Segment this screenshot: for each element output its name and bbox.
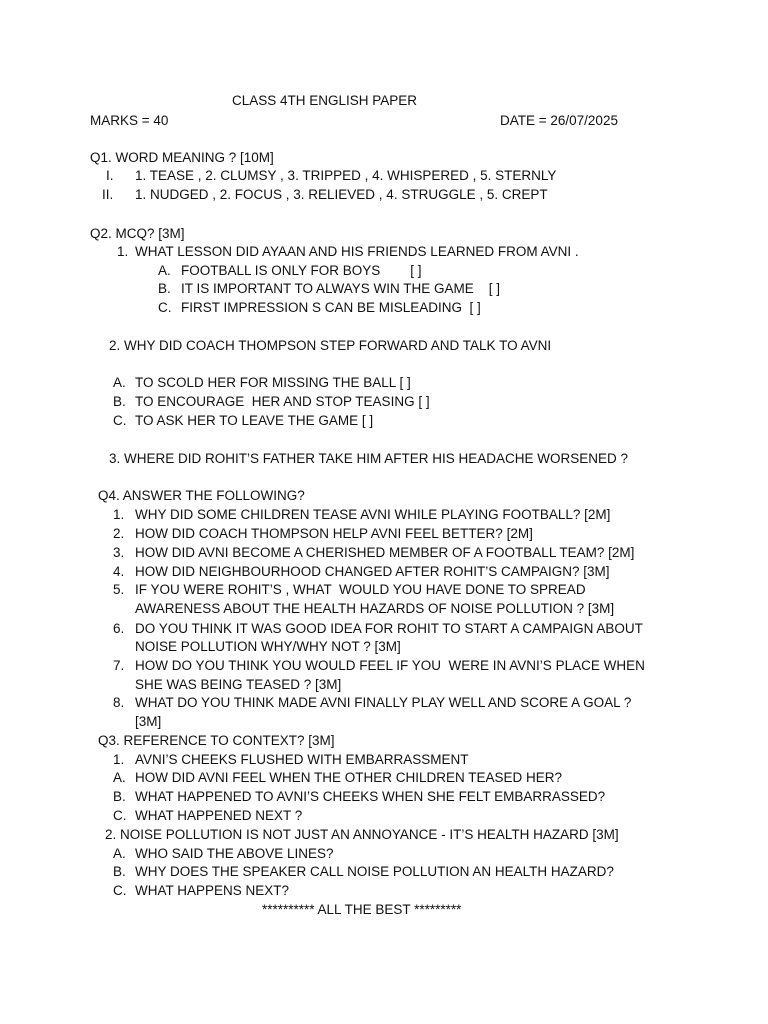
option-text: WHAT HAPPENS NEXT? <box>135 883 290 898</box>
option-text: WHAT HAPPENED TO AVNI’S CHEEKS WHEN SHE FELT EMBARRASSED? <box>135 789 606 804</box>
q4-item-text: IF YOU WERE ROHIT’S , WHAT WOULD YOU HAVE DONE TO SPREAD <box>135 582 586 597</box>
option-letter: B. <box>113 864 126 879</box>
option-text: TO SCOLD HER FOR MISSING THE BALL [ ] <box>135 375 411 390</box>
option-letter: A. <box>113 770 126 785</box>
q3-heading: Q3. REFERENCE TO CONTEXT? [3M] <box>98 733 335 748</box>
q2-question: 3. WHERE DID ROHIT’S FATHER TAKE HIM AFTER HIS HEADACHE WORSENED ? <box>109 451 629 466</box>
option-letter: C. <box>113 413 127 428</box>
q4-item-number: 2. <box>113 526 125 541</box>
q4-item-number: 4. <box>113 564 125 579</box>
option-text: HOW DID AVNI FEEL WHEN THE OTHER CHILDREN TEASED HER? <box>135 770 563 785</box>
option-letter: B. <box>113 789 126 804</box>
q4-heading: Q4. ANSWER THE FOLLOWING? <box>98 488 305 503</box>
q1-row-text: 1. NUDGED , 2. FOCUS , 3. RELIEVED , 4. STRUGGLE , 5. CREPT <box>135 187 548 202</box>
q4-item-number: 5. <box>113 582 125 597</box>
option-letter: B. <box>158 281 171 296</box>
q4-item-text: HOW DID AVNI BECOME A CHERISHED MEMBER OF A FOOTBALL TEAM? [2M] <box>135 545 635 560</box>
paper-title: CLASS 4TH ENGLISH PAPER <box>232 93 418 108</box>
q4-item-text: DO YOU THINK IT WAS GOOD IDEA FOR ROHIT TO START A CAMPAIGN ABOUT <box>135 621 643 636</box>
q4-item-number: 3. <box>113 545 125 560</box>
option-text: TO ENCOURAGE HER AND STOP TEASING [ ] <box>135 394 430 409</box>
option-letter: A. <box>113 846 126 861</box>
option-letter: A. <box>113 375 126 390</box>
q3-item-text: 2. NOISE POLLUTION IS NOT JUST AN ANNOYANCE - IT’S HEALTH HAZARD [3M] <box>105 827 619 842</box>
q4-item-text: HOW DO YOU THINK YOU WOULD FEEL IF YOU WERE IN AVNI’S PLACE WHEN <box>135 658 645 673</box>
q4-item-text: [3M] <box>135 714 162 729</box>
option-text: TO ASK HER TO LEAVE THE GAME [ ] <box>135 413 374 428</box>
q2-question: 2. WHY DID COACH THOMPSON STEP FORWARD AND TALK TO AVNI <box>109 338 552 353</box>
option-text: FIRST IMPRESSION S CAN BE MISLEADING [ ] <box>181 300 481 315</box>
q1-row-number: I. <box>106 168 114 183</box>
option-text: FOOTBALL IS ONLY FOR BOYS [ ] <box>181 263 422 278</box>
q4-item-text: SHE WAS BEING TEASED ? [3M] <box>135 677 342 692</box>
option-letter: B. <box>113 394 126 409</box>
q3-item-number: 1. <box>113 752 125 767</box>
q4-item-text: WHAT DO YOU THINK MADE AVNI FINALLY PLAY WELL AND SCORE A GOAL ? <box>135 695 632 710</box>
q4-item-number: 1. <box>113 507 125 522</box>
q1-row-number: II. <box>102 187 114 202</box>
q4-item-text: HOW DID COACH THOMPSON HELP AVNI FEEL BETTER? [2M] <box>135 526 533 541</box>
q4-item-number: 8. <box>113 695 125 710</box>
q4-item-number: 6. <box>113 621 125 636</box>
option-text: WHY DOES THE SPEAKER CALL NOISE POLLUTION AN HEALTH HAZARD? <box>135 864 614 879</box>
q2-item-number: 1. <box>117 244 129 259</box>
q2-heading: Q2. MCQ? [3M] <box>90 226 185 241</box>
option-text: WHO SAID THE ABOVE LINES? <box>135 846 334 861</box>
option-letter: C. <box>158 300 172 315</box>
option-letter: C. <box>113 808 127 823</box>
q4-item-text: HOW DID NEIGHBOURHOOD CHANGED AFTER ROHIT’S CAMPAIGN? [3M] <box>135 564 610 579</box>
q2-question: WHAT LESSON DID AYAAN AND HIS FRIENDS LEARNED FROM AVNI . <box>135 244 579 259</box>
option-letter: A. <box>158 263 171 278</box>
option-letter: C. <box>113 883 127 898</box>
q3-item-text: AVNI’S CHEEKS FLUSHED WITH EMBARRASSMENT <box>135 752 469 767</box>
date-label: DATE = 26/07/2025 <box>500 113 618 128</box>
marks-label: MARKS = 40 <box>90 113 169 128</box>
q1-heading: Q1. WORD MEANING ? [10M] <box>90 150 274 165</box>
q4-item-text: NOISE POLLUTION WHY/WHY NOT ? [3M] <box>135 639 401 654</box>
option-text: IT IS IMPORTANT TO ALWAYS WIN THE GAME [ ] <box>181 281 501 296</box>
closing-wishes: ********** ALL THE BEST ********* <box>262 902 462 917</box>
q1-row-text: 1. TEASE , 2. CLUMSY , 3. TRIPPED , 4. WHISPERED , 5. STERNLY <box>135 168 557 183</box>
q4-item-text: AWARENESS ABOUT THE HEALTH HAZARDS OF NOISE POLLUTION ? [3M] <box>135 601 615 616</box>
q4-item-text: WHY DID SOME CHILDREN TEASE AVNI WHILE PLAYING FOOTBALL? [2M] <box>135 507 611 522</box>
q4-item-number: 7. <box>113 658 125 673</box>
option-text: WHAT HAPPENED NEXT ? <box>135 808 303 823</box>
